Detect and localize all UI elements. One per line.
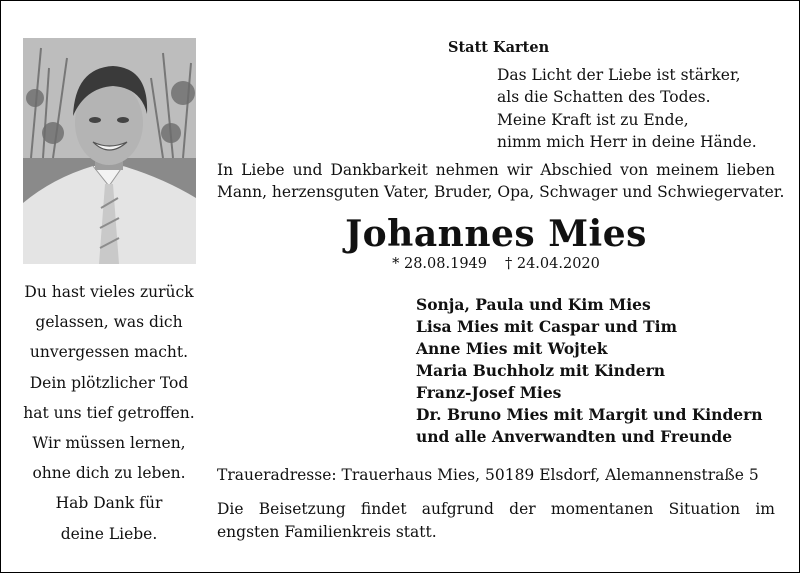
intro-text [217, 159, 785, 203]
left-poem-line: Du hast vieles zurück [24, 283, 194, 301]
verse-line: Meine Kraft ist zu Ende, [497, 110, 689, 129]
left-poem-line: Hab Dank für [55, 494, 163, 513]
mourners-list [416, 294, 763, 448]
mourner-line: und alle Anverwandten und Freunde [416, 427, 733, 446]
verse-line: als die Schatten des Todes. [497, 88, 711, 107]
mourner-line: Maria Buchholz mit Kindern [416, 361, 666, 380]
mourner-line: Franz-Josef Mies [416, 383, 562, 402]
mourner-line: Sonja, Paula und Kim Mies [416, 295, 651, 314]
intro-line: Mann, herzensguten Vater, Bruder, Opa, Schwager und Schwiegervater. [217, 183, 785, 201]
birth-date: * 28.08.1949 [392, 256, 487, 272]
left-poem-line: deine Liebe. [60, 524, 158, 543]
left-poem [13, 277, 205, 549]
mourner-line: Anne Mies mit Wojtek [416, 339, 608, 358]
burial-line: Die Beisetzung findet aufgrund der momentanen Situation im [217, 500, 775, 518]
intro-line: In Liebe und Dankbarkeit nehmen wir Abschied von meinem lieben [217, 161, 775, 179]
death-date: † 24.04.2020 [505, 256, 600, 272]
burial-line: engsten Familienkreis statt. [217, 522, 437, 541]
verse-line: Das Licht der Liebe ist stärker, [497, 66, 741, 84]
burial-note [217, 498, 775, 543]
left-poem-line: Dein plötzlicher Tod [29, 373, 189, 392]
portrait-photo [23, 38, 196, 264]
left-poem-line: ohne dich zu leben. [32, 464, 186, 483]
mourning-address: Traueradresse: Trauerhaus Mies, 50189 Elsdorf, Alemannenstraße 5 [217, 466, 759, 484]
left-poem-line: gelassen, was dich [35, 313, 183, 332]
left-poem-line: Wir müssen lernen, [32, 434, 186, 453]
mourner-line: Dr. Bruno Mies mit Margit und Kindern [416, 405, 763, 424]
left-poem-line: unvergessen macht. [29, 343, 189, 362]
verse-line: nimm mich Herr in deine Hände. [497, 132, 757, 151]
verse [497, 64, 757, 153]
left-poem-line: hat uns tief getroffen. [23, 403, 195, 422]
mourner-line: Lisa Mies mit Caspar und Tim [416, 317, 677, 336]
notice-header: Statt Karten [448, 39, 550, 56]
deceased-name: Johannes Mies [345, 213, 647, 255]
life-dates [217, 256, 775, 272]
